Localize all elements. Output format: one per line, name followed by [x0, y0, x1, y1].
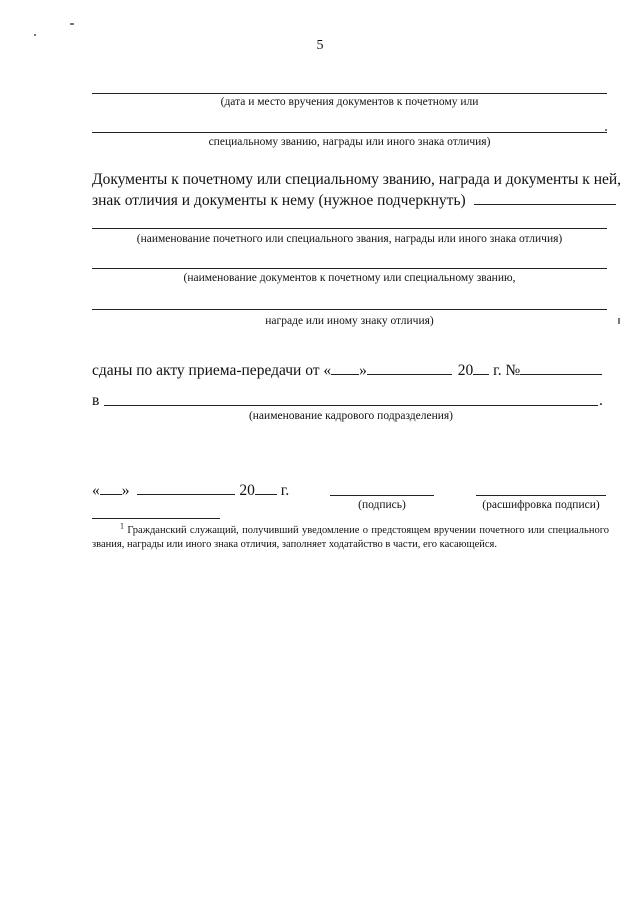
signature-year-field[interactable] — [255, 480, 277, 495]
act-month-field[interactable] — [367, 360, 452, 375]
footnote-separator — [92, 518, 220, 519]
intro-text-line2: знак отличия и документы к нему (нужное подчеркнуть) — [92, 192, 466, 209]
act-year-field[interactable] — [473, 360, 489, 375]
dept-prefix: в — [92, 392, 100, 409]
act-day-field[interactable] — [331, 360, 359, 375]
footnote — [92, 521, 610, 552]
signature-month-field[interactable] — [137, 480, 235, 495]
scan-speck — [618, 318, 620, 324]
scan-speck — [605, 129, 607, 131]
underline-choice-field[interactable] — [474, 190, 616, 205]
signature-year-suffix: г. — [280, 482, 290, 499]
signature-date-row — [92, 480, 289, 501]
act-transfer-row — [92, 360, 602, 381]
scan-speck — [34, 34, 36, 36]
fill-line-delivery-1 — [92, 93, 607, 94]
fill-line-signature[interactable] — [330, 495, 434, 496]
page-number: 5 — [316, 38, 324, 53]
fill-line-department[interactable] — [104, 405, 598, 406]
intro-text-line2-row — [92, 190, 612, 211]
signature-quote-open: « — [92, 482, 100, 499]
caption-delivery-line2: специальному званию, награды или иного знака отличия) — [208, 136, 491, 148]
signature-day-field[interactable] — [100, 480, 122, 495]
act-prefix: сданы по акту приема-передачи от « — [92, 362, 332, 379]
caption-documents-line2: награде или иному знаку отличия) — [265, 315, 434, 327]
fill-line-signature-decoding[interactable] — [476, 495, 606, 496]
documents-intro-paragraph — [92, 170, 622, 211]
caption-signature: (подпись) — [358, 499, 406, 511]
signature-quote-close: » — [121, 482, 130, 499]
fill-line-delivery-2 — [92, 132, 607, 133]
footnote-marker: 1 — [120, 521, 124, 531]
scan-speck — [70, 23, 74, 25]
footnote-text: Гражданский служащий, получивший уведомление о предстоящем вручении почетного или специального звания, награды или иного знака отличия, заполняет ходатайство в части, его касающейся. — [92, 525, 610, 550]
caption-award-name: (наименование почетного или специального звания, награды или иного знака отличия) — [136, 233, 563, 245]
caption-delivery-line1: (дата и место вручения документов к почетному или — [220, 96, 479, 108]
dept-suffix: . — [599, 392, 603, 409]
intro-text-line1: Документы к почетному или специальному званию, награда и документы к ней, — [92, 171, 622, 188]
fill-line-documents-2[interactable] — [92, 309, 607, 310]
act-number-field[interactable] — [520, 360, 602, 375]
act-year-prefix: 20 — [457, 362, 474, 379]
caption-signature-decoding: (расшифровка подписи) — [482, 499, 600, 511]
act-year-suffix: г. № — [493, 362, 521, 379]
fill-line-documents-1[interactable] — [92, 268, 607, 269]
fill-line-award-name[interactable] — [92, 228, 607, 229]
caption-documents-line1: (наименование документов к почетному или специальному званию, — [183, 272, 516, 284]
caption-department: (наименование кадрового подразделения) — [248, 410, 454, 422]
act-quote-close: » — [359, 362, 367, 379]
signature-year-prefix: 20 — [239, 482, 255, 499]
